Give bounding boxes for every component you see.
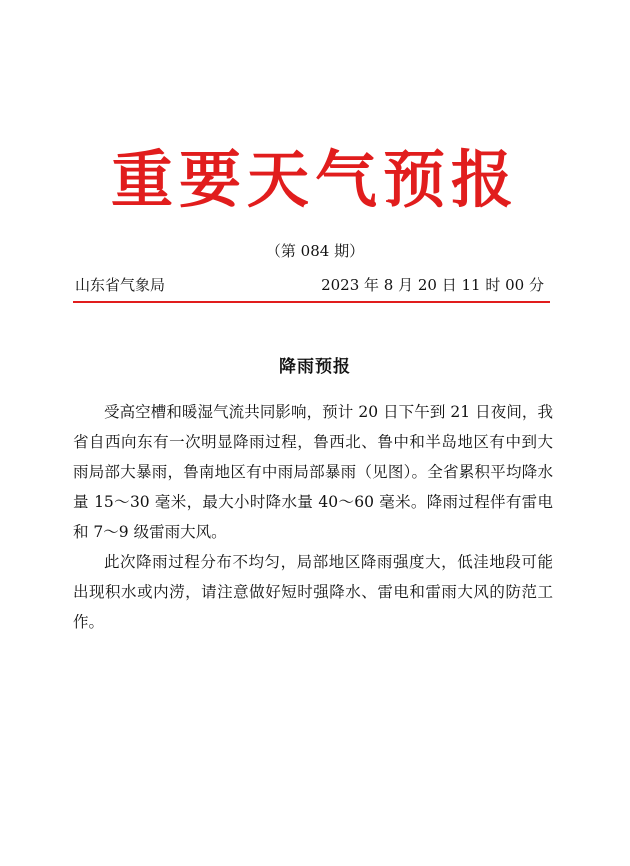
section-heading: 降雨预报	[279, 357, 351, 377]
issuing-agency: 山东省气象局	[75, 276, 166, 294]
article-paragraph: 此次降雨过程分布不均匀，局部地区降雨强度大，低洼地段可能出现积水或内涝，请注意做好短时强降水、雷电和雷雨大风的防范工作。	[73, 553, 553, 631]
article-paragraph: 受高空槽和暖湿气流共同影响，预计 20 日下午到 21 日夜间，我省自西向东有一次明显降雨过程，鲁西北、鲁中和半岛地区有中到大雨局部大暴雨，鲁南地区有中雨局部暴雨（见图）。全省累积平均降水量 15～30 毫米，最大小时降水量 40～60 毫米。降雨过程伴有雷电和 7～9 级雷雨大风。	[73, 403, 553, 541]
issue-number: （第 084 期）	[265, 242, 365, 260]
issue-datetime: 2023 年 8 月 20 日 11 时 00 分	[321, 276, 544, 294]
issuer-row	[73, 273, 550, 297]
article-body	[73, 397, 553, 637]
red-divider-rule	[73, 301, 550, 303]
bulletin-masthead-title: 重要天气预报	[110, 143, 519, 216]
